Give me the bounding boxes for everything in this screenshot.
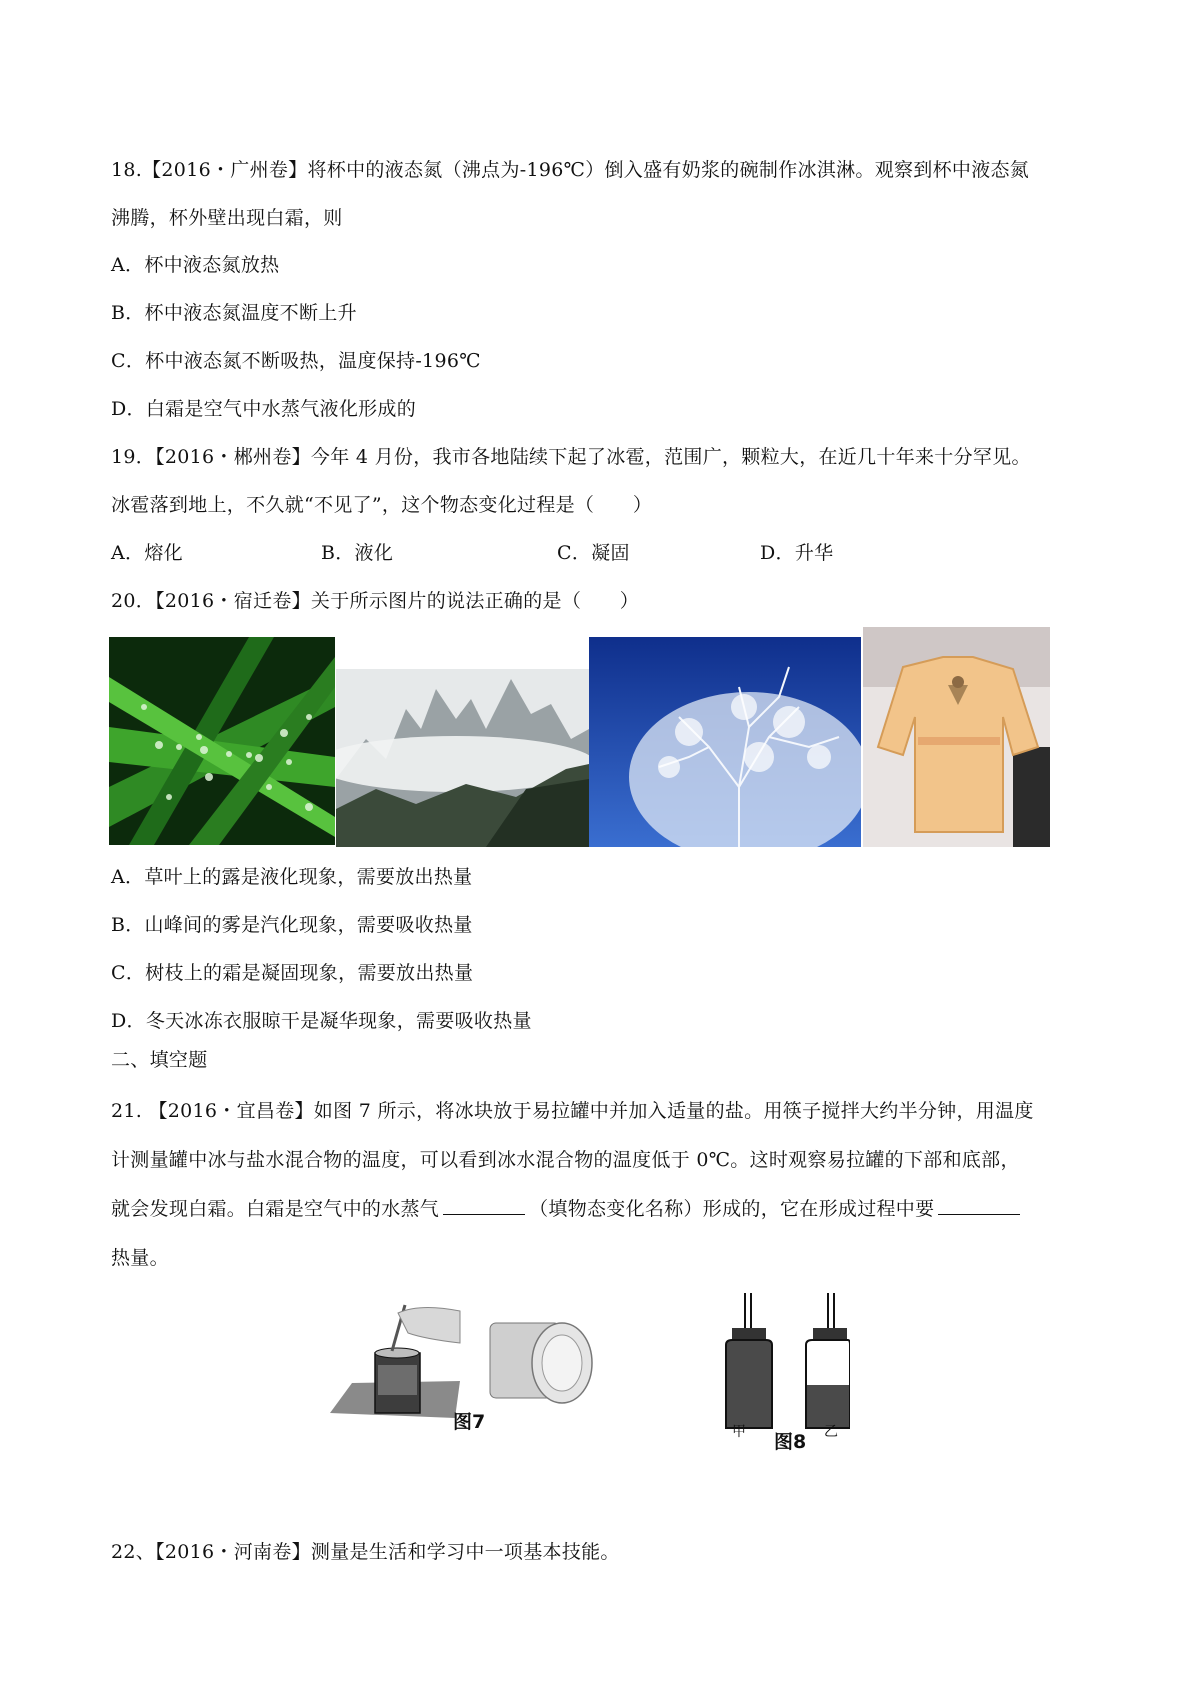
figure-8-right-label: 乙 — [824, 1424, 838, 1440]
q19-stem-line2: 冰雹落到地上，不久就“不见了”，这个物态变化过程是（ ） — [111, 494, 653, 516]
figure-8-label: 图8 — [774, 1431, 807, 1453]
figure-8-left-label: 甲 — [732, 1424, 746, 1440]
q21-stem-line1: 21. 【2016・宜昌卷】如图 7 所示，将冰块放于易拉罐中并加入适量的盐。用筷子搅拌大约半分钟，用温度 — [111, 1100, 1034, 1122]
q19-option-d: D．升华 — [760, 542, 834, 564]
q20-option-b: B．山峰间的雾是汽化现象，需要吸收热量 — [111, 914, 473, 936]
q18-option-c: C．杯中液态氮不断吸热，温度保持-196℃ — [111, 350, 481, 372]
figure-7-label: 图7 — [453, 1411, 486, 1433]
q19-stem-line1: 19．【2016・郴州卷】今年 4 月份，我市各地陆续下起了冰雹，范围广，颗粒大，在近几十年来十分罕见。 — [111, 446, 1031, 468]
dew-on-grass-image — [109, 637, 335, 845]
q20-option-d: D．冬天冰冻衣服晾干是凝华现象，需要吸收热量 — [111, 1010, 532, 1032]
q18-option-a: A．杯中液态氮放热 — [111, 254, 280, 276]
q19-option-c: C．凝固 — [557, 542, 630, 564]
q18-stem-line1: 18.【2016・广州卷】将杯中的液态氮（沸点为-196℃）倒入盛有奶浆的碗制作冰淇淋。观察到杯中液态氮 — [111, 159, 1030, 181]
figure-8 — [720, 1293, 850, 1453]
q21-text-before-blank2: （填物态变化名称）形成的，它在形成过程中要 — [529, 1198, 935, 1220]
mountain-fog-image — [336, 669, 589, 847]
q18-option-b: B．杯中液态氮温度不断上升 — [111, 302, 357, 324]
q21-blank-1[interactable] — [443, 1196, 525, 1215]
q21-stem-line3 — [111, 1196, 1024, 1222]
q18-option-d: D．白霜是空气中水蒸气液化形成的 — [111, 398, 417, 420]
q21-text-before-blank1: 就会发现白霜。白霜是空气中的水蒸气 — [111, 1198, 440, 1220]
q19-option-a: A．熔化 — [111, 542, 183, 564]
frozen-sweater-image — [863, 627, 1050, 847]
frost-tree-image — [589, 637, 861, 847]
q21-blank-2[interactable] — [938, 1196, 1020, 1215]
q19-option-b: B．液化 — [321, 542, 394, 564]
q21-stem-line2: 计测量罐中冰与盐水混合物的温度，可以看到冰水混合物的温度低于 0℃。这时观察易拉罐的下部和底部， — [111, 1149, 1020, 1171]
section-fill-blank-title: 二、填空题 — [111, 1049, 208, 1071]
q18-stem-line2: 沸腾，杯外壁出现白霜，则 — [111, 207, 343, 229]
q22-stem-line1: 22、【2016・河南卷】测量是生活和学习中一项基本技能。 — [111, 1541, 620, 1563]
figure-7 — [330, 1303, 595, 1433]
q20-option-c: C．树枝上的霜是凝固现象，需要放出热量 — [111, 962, 474, 984]
q21-stem-line4: 热量。 — [111, 1247, 169, 1269]
q20-stem-line1: 20．【2016・宿迁卷】关于所示图片的说法正确的是（ ） — [111, 590, 640, 612]
q20-option-a: A．草叶上的露是液化现象，需要放出热量 — [111, 866, 473, 888]
